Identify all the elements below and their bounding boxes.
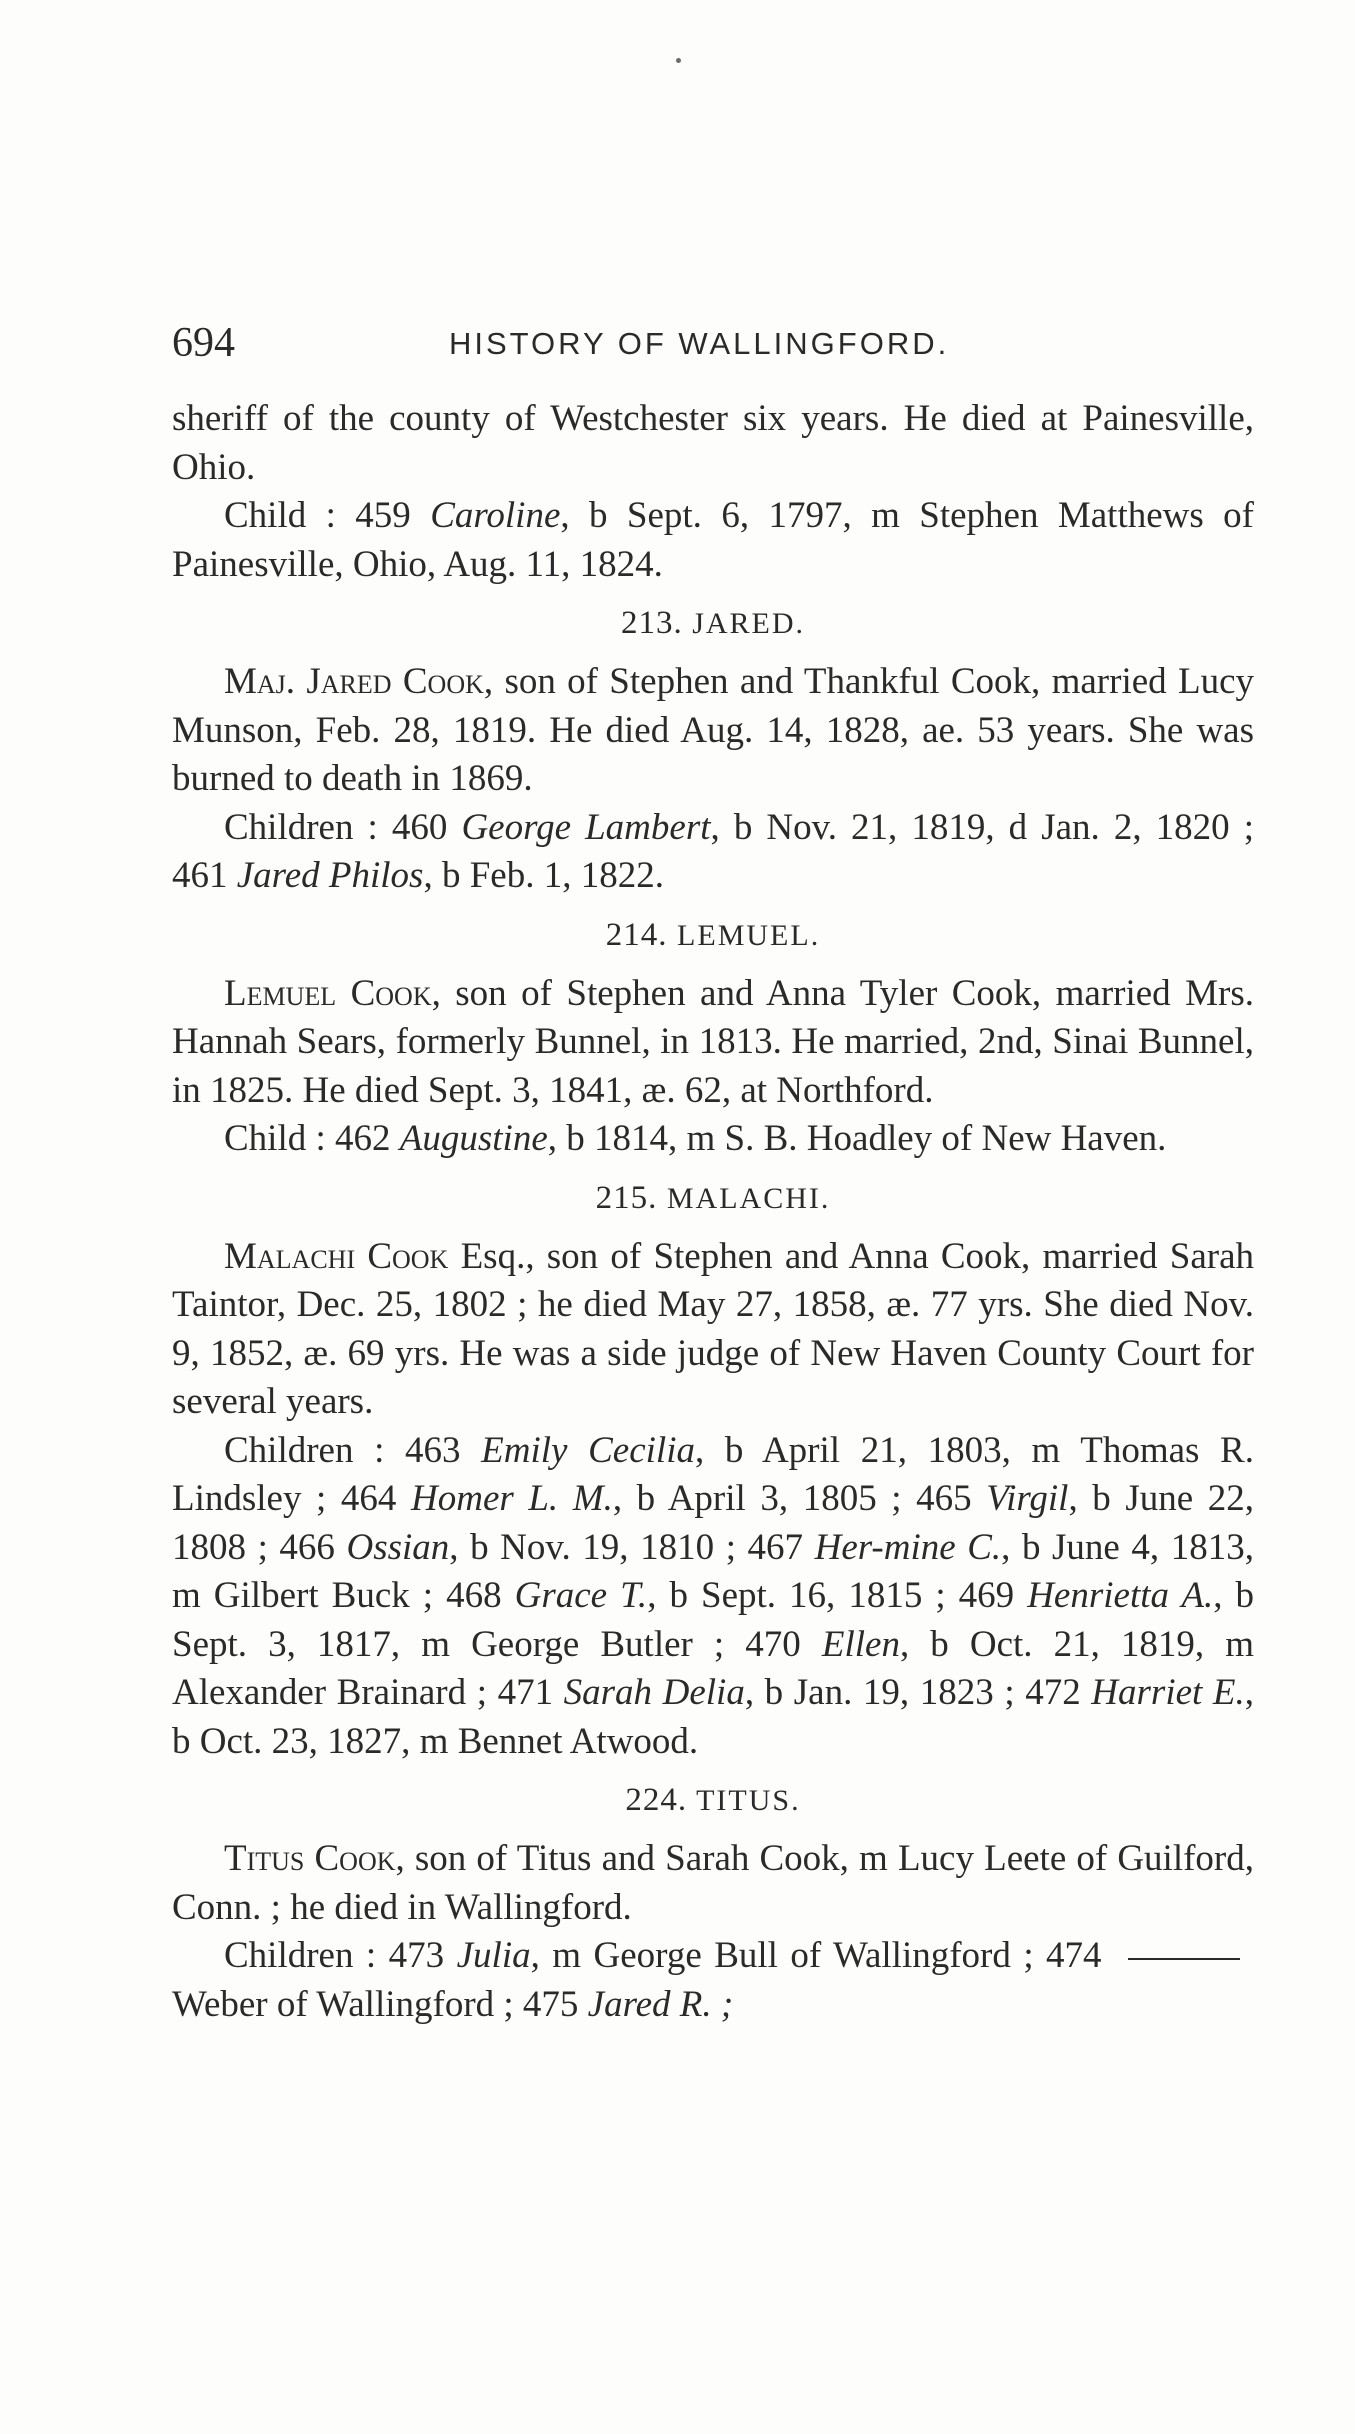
paragraph-child-459: Child : 459 Caroline, b Sept. 6, 1797, m Stephen Matthews of Painesville, Ohio, Aug. 11, 1824. bbox=[172, 495, 1254, 585]
page-number: 694 bbox=[172, 320, 235, 366]
page-header bbox=[172, 318, 1272, 368]
paragraph-child-462: Child : 462 Augustine, b 1814, m S. B. Hoadley of New Haven. bbox=[224, 1118, 1167, 1159]
paragraph-titus-cook: Titus Cook, son of Titus and Sarah Cook, m Lucy Leete of Guilford, Conn. ; he died in Wallingford. bbox=[172, 1838, 1254, 1928]
paragraph-children-460: Children : 460 George Lambert, b Nov. 21, 1819, d Jan. 2, 1820 ; 461 Jared Philos, b Feb. 1, 1822. bbox=[172, 806, 1254, 896]
running-title: HISTORY OF WALLINGFORD. bbox=[449, 326, 950, 361]
page-body bbox=[172, 395, 1254, 2029]
section-heading-213: 213. JARED. bbox=[620, 605, 806, 641]
paragraph-continuation: sheriff of the county of Westchester six years. He died at Painesville, Ohio. bbox=[172, 398, 1254, 488]
ink-speck bbox=[676, 58, 681, 63]
blank-dash bbox=[1128, 1958, 1240, 1960]
paragraph-jared-cook: Maj. Jared Cook, son of Stephen and Thankful Cook, married Lucy Munson, Feb. 28, 1819. He died Aug. 14, 1828, ae. 53 years. She was burned to death in 1869. bbox=[172, 661, 1254, 799]
paragraph-malachi-cook: Malachi Cook Esq., son of Stephen and Anna Cook, married Sarah Taintor, Dec. 25, 1802 ; he died May 27, 1858, æ. 77 yrs. She died Nov. 9, 1852, æ. 69 yrs. He was a side judge of New Haven County Court for several years. bbox=[172, 1235, 1254, 1422]
paragraph-lemuel-cook: Lemuel Cook, son of Stephen and Anna Tyler Cook, married Mrs. Hannah Sears, formerly Bunnel, in 1813. He married, 2nd, Sinai Bunnel, in 1825. He died Sept. 3, 1841, æ. 62, at Northford. bbox=[172, 972, 1254, 1111]
section-heading-215: 215. MALACHI. bbox=[595, 1179, 831, 1216]
section-heading-214: 214. LEMUEL. bbox=[605, 916, 821, 953]
section-heading-224: 224. TITUS. bbox=[625, 1782, 801, 1818]
paragraph-children-473: Children : 473 Julia, m George Bull of Wallingford ; 474 Weber of Wallingford ; 475 Jared R. ; bbox=[172, 1932, 1254, 2029]
paragraph-children-463: Children : 463 Emily Cecilia, b April 21, 1803, m Thomas R. Lindsley ; 464 Homer L. M., b April 3, 1805 ; 465 Virgil, b June 22, 1808 ; 466 Ossian, b Nov. 19, 1810 ; 467 Her-mine C., b June 4, 1813, m Gilbert Buck ; 468 Grace T., b Sept. 16, 1815 ; 469 Henrietta A., b Sept. 3, 1817, m George Butler ; 470 Ellen, b Oct. 21, 1819, m Alexander Brainard ; 471 Sarah Delia, b Jan. 19, 1823 ; 472 Harriet E., b Oct. 23, 1827, m Bennet Atwood. bbox=[172, 1429, 1255, 1762]
